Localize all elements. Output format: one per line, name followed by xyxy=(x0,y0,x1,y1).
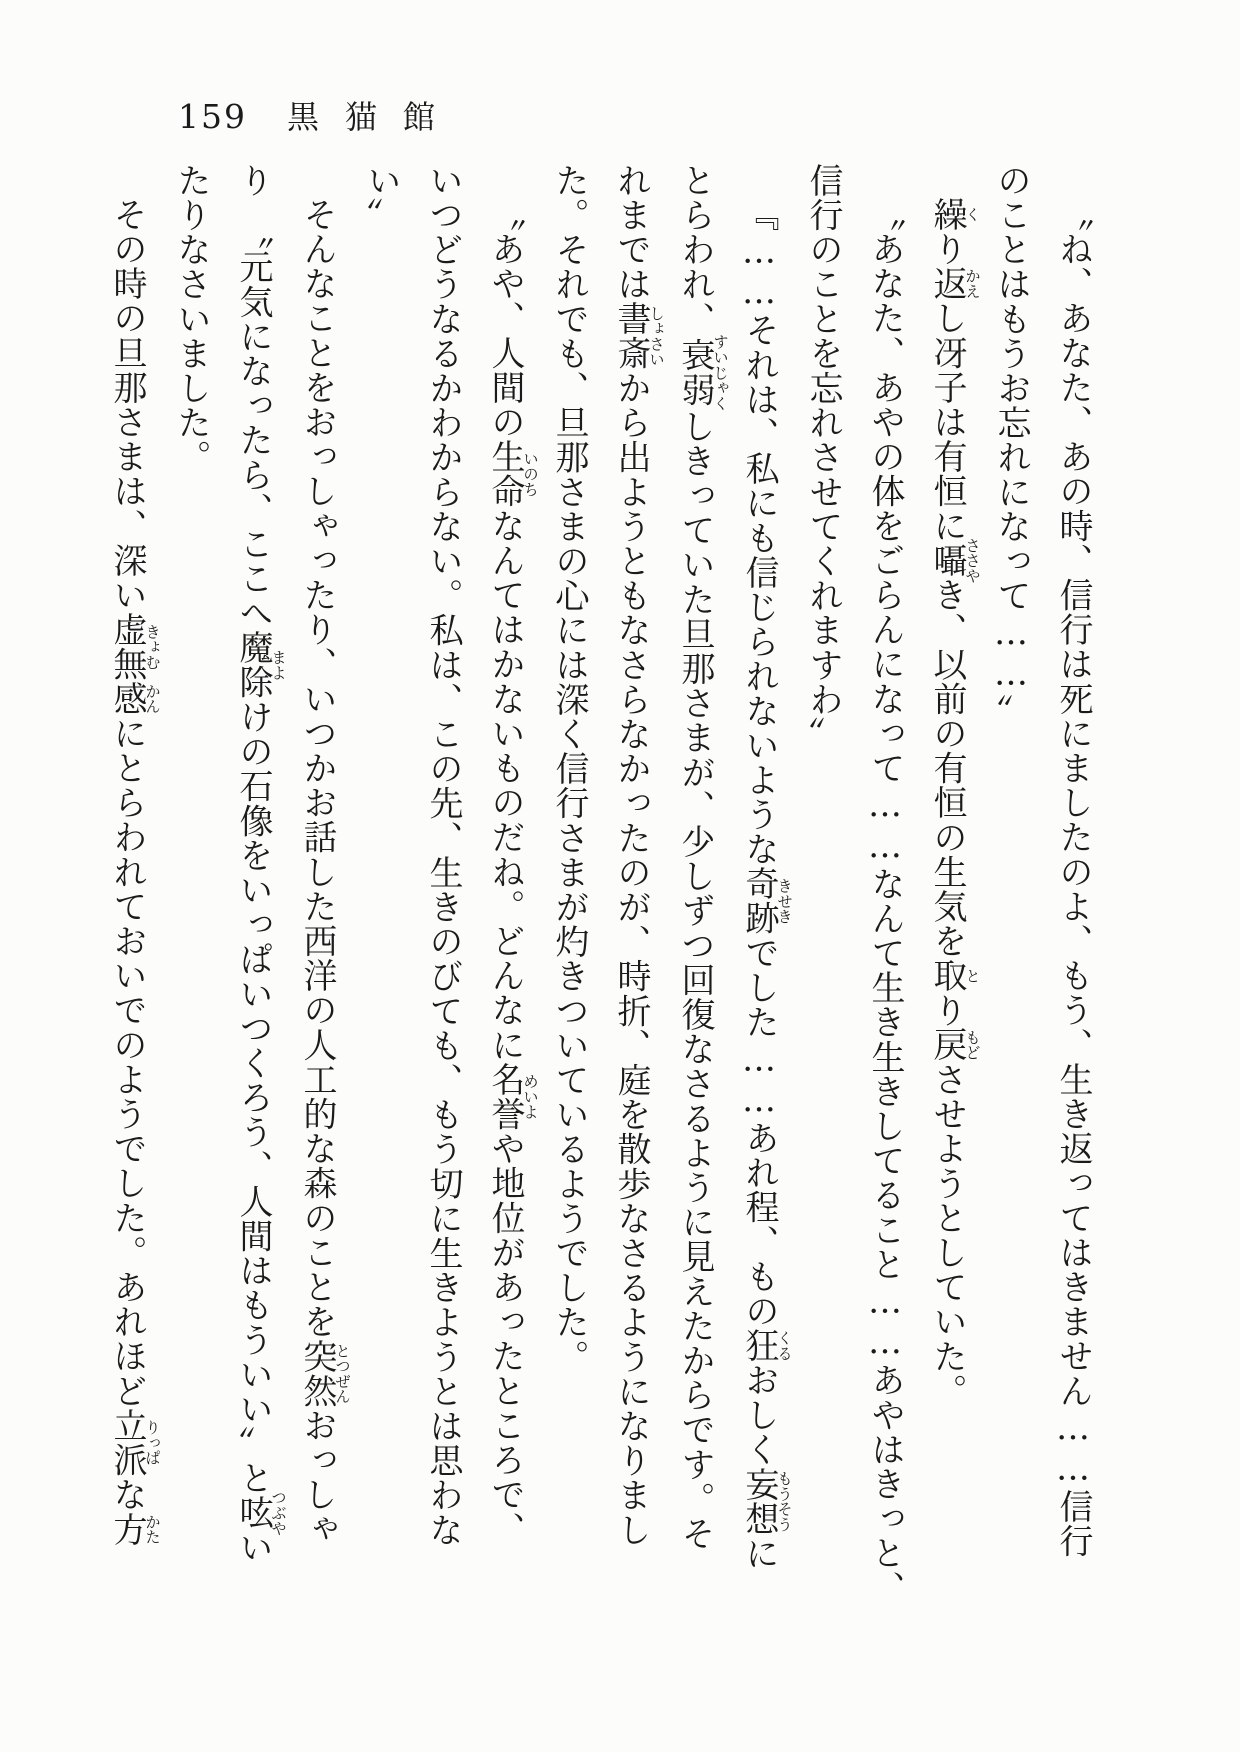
text-column: り 〝元気になったら、ここへ魔除まよけの石像をいっぱいつくろう、人間はもういい〟と呟つぶやい xyxy=(233,163,287,1565)
ruby-annotated-word: 狂くる xyxy=(739,1328,793,1363)
ruby-annotated-word: 書斎しょさい xyxy=(611,301,665,371)
text-column: いつどうなるかわからない。私は、この先、生きのびても、もう切に生きようとは思わな xyxy=(423,163,463,1547)
ruby-annotated-word: 名誉めいよ xyxy=(485,1062,539,1132)
text-column: れまでは書斎しょさいから出ようともなさらなかったのが、時折、庭を散歩なさるようになりまし xyxy=(611,163,665,1548)
ruby-annotated-word: 繰く xyxy=(927,197,981,232)
ruby-annotated-word: 奇跡きせき xyxy=(739,866,793,936)
text-column: い〟 xyxy=(361,163,401,233)
text-column: そんなことをおっしゃったり、いつかお話した西洋の人工的な森のことを突然とつぜんおっしゃ xyxy=(297,197,351,1547)
text-column: のことはもうお忘れになって……〟 xyxy=(991,163,1031,729)
ruby-annotated-word: 戻もど xyxy=(927,1027,981,1063)
text-column: 〝あや、人間の生命いのちなんてはかないものだね。どんなに名誉めいよや地位があったところで、 xyxy=(485,197,539,1547)
text-column: 信行のことを忘れさせてくれますわ〟 xyxy=(803,163,843,752)
text-column: たりなさいました。 xyxy=(171,163,211,475)
ruby-annotated-word: 囁ささや xyxy=(927,537,981,584)
text-column: 繰くり返かえし冴子は有恒に囁ささやき、以前の有恒の生気を取とり戻もどさせようとしていた。 xyxy=(927,197,981,1409)
text-column: 『……それは、私にも信じられないような奇跡きせきでした……あれ程、もの狂くるおしく妄想もうそうに xyxy=(739,197,793,1571)
ruby-annotated-word: 返かえ xyxy=(927,266,981,301)
text-column: 〝ね、あなた、あの時、信行は死にましたのよ、もう、生き返ってはきません……信行 xyxy=(1053,197,1093,1559)
ruby-annotated-word: 呟つぶや xyxy=(233,1489,287,1536)
page-header xyxy=(178,92,461,138)
ruby-annotated-word: 妄想もうそう xyxy=(739,1466,793,1536)
ruby-annotated-word: 生命いのち xyxy=(485,439,539,509)
text-column: とらわれ、衰弱すいじゃくしきっていた旦那さまが、少しずつ回復なさるように見えたからです。そ xyxy=(675,163,729,1551)
ruby-annotated-word: 突然とつぜん xyxy=(297,1338,351,1409)
ruby-annotated-word: 方かた xyxy=(107,1511,161,1547)
ruby-annotated-word: 感かん xyxy=(107,681,161,717)
ruby-annotated-word: 魔除まよ xyxy=(233,630,287,700)
text-body xyxy=(96,163,1104,1663)
page-number: 159 xyxy=(178,97,247,136)
ruby-annotated-word: 衰弱すいじゃく xyxy=(675,334,729,411)
text-column: た。それでも、旦那さまの心には深く信行さまが灼きついているようでした。 xyxy=(549,163,589,1374)
text-column: 〝あなた、あやの体をごらんになって……なんて生き生きしてること……あやはきっと、 xyxy=(865,197,905,1605)
text-column: その時の旦那さまは、深い虚無きょむ感かんにとらわれておいでのようでした。あれほど立派りっぱな方かた xyxy=(107,197,161,1547)
running-title: 黒猫館 xyxy=(287,98,462,136)
ruby-annotated-word: 取と xyxy=(927,958,981,993)
ruby-annotated-word: 立派りっぱ xyxy=(107,1408,161,1478)
ruby-annotated-word: 虚無きょむ xyxy=(107,612,161,682)
